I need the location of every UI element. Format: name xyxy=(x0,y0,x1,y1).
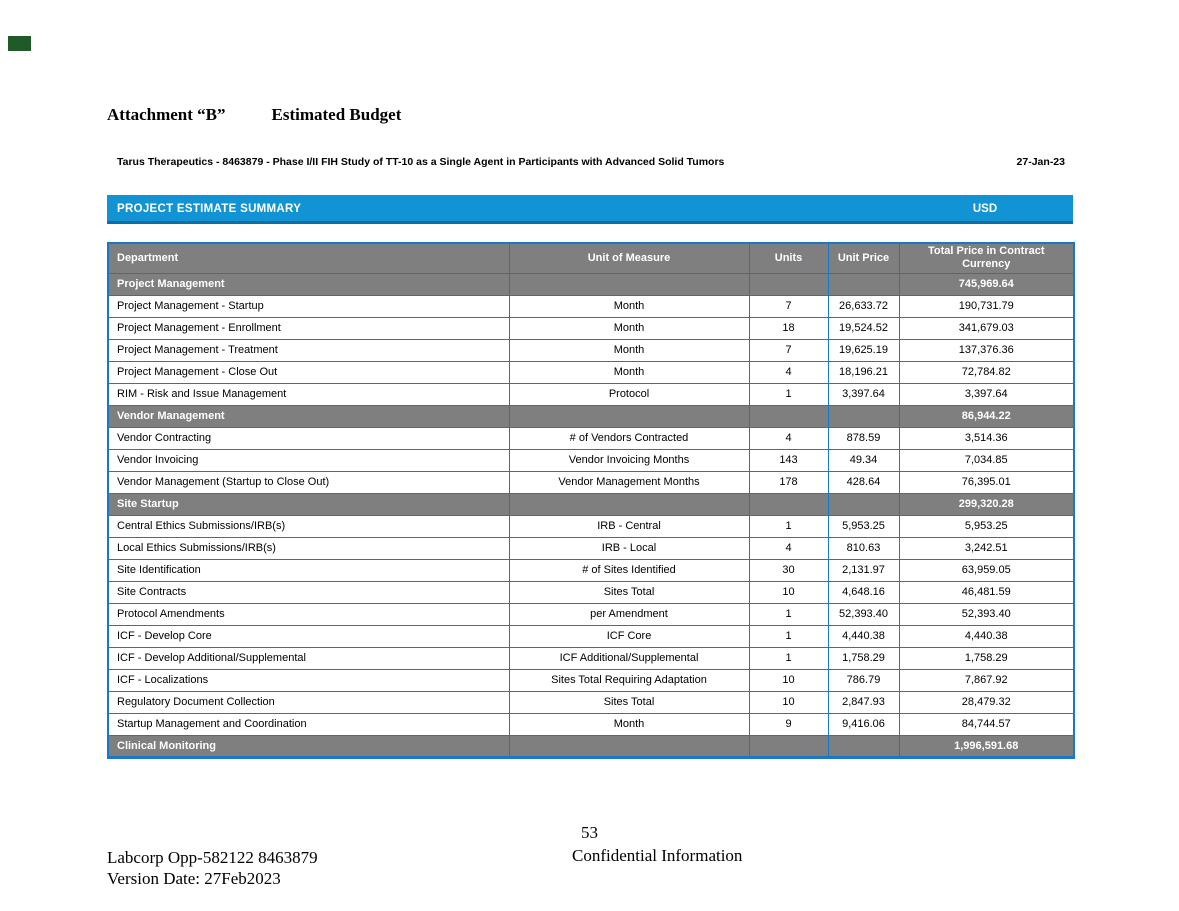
cell-total: 3,514.36 xyxy=(899,427,1074,449)
cell-total: 5,953.25 xyxy=(899,515,1074,537)
table-row xyxy=(108,449,1074,471)
footer-version-date: Version Date: 27Feb2023 xyxy=(107,869,281,888)
col-header-unit-of-measure: Unit of Measure xyxy=(509,243,749,273)
section-row xyxy=(108,405,1074,427)
cell-department: Vendor Management (Startup to Close Out) xyxy=(108,471,509,493)
cell-department: ICF - Develop Additional/Supplemental xyxy=(108,647,509,669)
cell-units: 30 xyxy=(749,559,828,581)
cell-total: 7,034.85 xyxy=(899,449,1074,471)
attachment-label: Attachment “B” xyxy=(107,105,226,124)
section-name: Project Management xyxy=(108,273,509,295)
cell-units: 7 xyxy=(749,295,828,317)
header-row xyxy=(108,243,1074,273)
col-header-department: Department xyxy=(108,243,509,273)
cell-units: 4 xyxy=(749,361,828,383)
cell-units: 1 xyxy=(749,647,828,669)
cell-units: 4 xyxy=(749,537,828,559)
col-header-units: Units xyxy=(749,243,828,273)
col-header-total-price: Total Price in Contract Currency xyxy=(899,243,1074,273)
confidentiality-notice: Confidential Information xyxy=(572,846,743,865)
table-row xyxy=(108,559,1074,581)
cell-unit-of-measure: IRB - Central xyxy=(509,515,749,537)
cell-units: 9 xyxy=(749,713,828,735)
table-row xyxy=(108,581,1074,603)
study-header xyxy=(117,156,1065,168)
document-footer xyxy=(107,847,318,889)
page-title xyxy=(107,105,401,125)
cell-unit-price: 4,440.38 xyxy=(828,625,899,647)
cell-total: 72,784.82 xyxy=(899,361,1074,383)
cell-unit-of-measure: Month xyxy=(509,317,749,339)
budget-table-body xyxy=(108,273,1074,757)
cell-unit-of-measure: Sites Total Requiring Adaptation xyxy=(509,669,749,691)
table-row xyxy=(108,515,1074,537)
currency-label: USD xyxy=(972,203,998,215)
table-row xyxy=(108,713,1074,735)
banner-title: PROJECT ESTIMATE SUMMARY xyxy=(117,203,302,215)
cell-total: 3,397.64 xyxy=(899,383,1074,405)
cell-unit-of-measure: Month xyxy=(509,361,749,383)
section-empty-cell xyxy=(509,273,749,295)
cell-unit-price: 19,524.52 xyxy=(828,317,899,339)
cell-total: 46,481.59 xyxy=(899,581,1074,603)
table-row xyxy=(108,691,1074,713)
table-row xyxy=(108,295,1074,317)
cell-department: Vendor Invoicing xyxy=(108,449,509,471)
cell-unit-price: 52,393.40 xyxy=(828,603,899,625)
cell-unit-of-measure: IRB - Local xyxy=(509,537,749,559)
cell-unit-price: 786.79 xyxy=(828,669,899,691)
section-total: 1,996,591.68 xyxy=(899,735,1074,757)
cell-unit-of-measure: ICF Core xyxy=(509,625,749,647)
cell-unit-of-measure: Sites Total xyxy=(509,691,749,713)
cell-unit-price: 3,397.64 xyxy=(828,383,899,405)
cell-total: 28,479.32 xyxy=(899,691,1074,713)
cell-total: 76,395.01 xyxy=(899,471,1074,493)
col-header-unit-price: Unit Price xyxy=(828,243,899,273)
cell-total: 1,758.29 xyxy=(899,647,1074,669)
cell-unit-price: 878.59 xyxy=(828,427,899,449)
cell-department: Startup Management and Coordination xyxy=(108,713,509,735)
section-empty-cell xyxy=(828,493,899,515)
table-row xyxy=(108,625,1074,647)
section-empty-cell xyxy=(828,735,899,757)
cell-department: Protocol Amendments xyxy=(108,603,509,625)
cell-unit-price: 19,625.19 xyxy=(828,339,899,361)
cell-unit-of-measure: Vendor Management Months xyxy=(509,471,749,493)
cell-unit-of-measure: Month xyxy=(509,339,749,361)
table-row xyxy=(108,669,1074,691)
cell-unit-of-measure: Sites Total xyxy=(509,581,749,603)
cell-unit-price: 9,416.06 xyxy=(828,713,899,735)
corner-marker xyxy=(8,36,31,51)
cell-total: 52,393.40 xyxy=(899,603,1074,625)
cell-unit-of-measure: per Amendment xyxy=(509,603,749,625)
cell-units: 10 xyxy=(749,669,828,691)
cell-department: ICF - Localizations xyxy=(108,669,509,691)
cell-total: 137,376.36 xyxy=(899,339,1074,361)
project-estimate-summary-banner xyxy=(107,195,1073,224)
cell-department: Project Management - Enrollment xyxy=(108,317,509,339)
table-row xyxy=(108,603,1074,625)
cell-department: Project Management - Close Out xyxy=(108,361,509,383)
cell-units: 18 xyxy=(749,317,828,339)
cell-total: 190,731.79 xyxy=(899,295,1074,317)
section-row xyxy=(108,273,1074,295)
section-empty-cell xyxy=(828,405,899,427)
cell-unit-of-measure: Protocol xyxy=(509,383,749,405)
section-row xyxy=(108,493,1074,515)
cell-units: 4 xyxy=(749,427,828,449)
cell-units: 178 xyxy=(749,471,828,493)
section-empty-cell xyxy=(749,735,828,757)
cell-department: Central Ethics Submissions/IRB(s) xyxy=(108,515,509,537)
cell-units: 143 xyxy=(749,449,828,471)
study-date: 27-Jan-23 xyxy=(1016,156,1065,168)
section-row xyxy=(108,735,1074,757)
table-row xyxy=(108,383,1074,405)
table-row xyxy=(108,537,1074,559)
section-name: Vendor Management xyxy=(108,405,509,427)
cell-department: Local Ethics Submissions/IRB(s) xyxy=(108,537,509,559)
section-total: 745,969.64 xyxy=(899,273,1074,295)
cell-units: 1 xyxy=(749,625,828,647)
cell-department: Site Contracts xyxy=(108,581,509,603)
cell-department: Project Management - Treatment xyxy=(108,339,509,361)
table-row xyxy=(108,427,1074,449)
cell-units: 10 xyxy=(749,691,828,713)
section-empty-cell xyxy=(828,273,899,295)
budget-table-header xyxy=(108,243,1074,273)
cell-department: ICF - Develop Core xyxy=(108,625,509,647)
section-empty-cell xyxy=(749,493,828,515)
section-empty-cell xyxy=(509,405,749,427)
cell-department: Project Management - Startup xyxy=(108,295,509,317)
section-empty-cell xyxy=(509,735,749,757)
section-total: 86,944.22 xyxy=(899,405,1074,427)
table-row xyxy=(108,339,1074,361)
cell-unit-price: 2,847.93 xyxy=(828,691,899,713)
cell-total: 7,867.92 xyxy=(899,669,1074,691)
cell-total: 3,242.51 xyxy=(899,537,1074,559)
section-name: Site Startup xyxy=(108,493,509,515)
cell-units: 1 xyxy=(749,515,828,537)
cell-unit-of-measure: # of Sites Identified xyxy=(509,559,749,581)
section-name: Clinical Monitoring xyxy=(108,735,509,757)
table-row xyxy=(108,361,1074,383)
cell-unit-price: 49.34 xyxy=(828,449,899,471)
cell-units: 1 xyxy=(749,383,828,405)
cell-unit-price: 26,633.72 xyxy=(828,295,899,317)
study-description: Tarus Therapeutics - 8463879 - Phase I/II FIH Study of TT-10 as a Single Agent in Participants with Advanced Solid Tumors xyxy=(117,156,725,168)
table-row xyxy=(108,471,1074,493)
cell-unit-price: 18,196.21 xyxy=(828,361,899,383)
cell-total: 341,679.03 xyxy=(899,317,1074,339)
section-total: 299,320.28 xyxy=(899,493,1074,515)
cell-department: Vendor Contracting xyxy=(108,427,509,449)
cell-unit-price: 4,648.16 xyxy=(828,581,899,603)
cell-unit-price: 5,953.25 xyxy=(828,515,899,537)
budget-title: Estimated Budget xyxy=(271,105,402,124)
cell-department: Site Identification xyxy=(108,559,509,581)
cell-unit-of-measure: Month xyxy=(509,713,749,735)
cell-total: 4,440.38 xyxy=(899,625,1074,647)
cell-unit-of-measure: ICF Additional/Supplemental xyxy=(509,647,749,669)
cell-unit-price: 428.64 xyxy=(828,471,899,493)
table-row xyxy=(108,317,1074,339)
cell-unit-of-measure: # of Vendors Contracted xyxy=(509,427,749,449)
cell-department: RIM - Risk and Issue Management xyxy=(108,383,509,405)
cell-unit-of-measure: Month xyxy=(509,295,749,317)
cell-unit-price: 2,131.97 xyxy=(828,559,899,581)
budget-table xyxy=(107,242,1075,759)
cell-unit-price: 810.63 xyxy=(828,537,899,559)
footer-opportunity-id: Labcorp Opp-582122 8463879 xyxy=(107,848,318,867)
cell-total: 84,744.57 xyxy=(899,713,1074,735)
section-empty-cell xyxy=(749,273,828,295)
cell-units: 7 xyxy=(749,339,828,361)
cell-unit-of-measure: Vendor Invoicing Months xyxy=(509,449,749,471)
cell-unit-price: 1,758.29 xyxy=(828,647,899,669)
cell-department: Regulatory Document Collection xyxy=(108,691,509,713)
cell-total: 63,959.05 xyxy=(899,559,1074,581)
section-empty-cell xyxy=(509,493,749,515)
cell-units: 10 xyxy=(749,581,828,603)
cell-units: 1 xyxy=(749,603,828,625)
page-number: 53 xyxy=(581,823,598,842)
section-empty-cell xyxy=(749,405,828,427)
table-row xyxy=(108,647,1074,669)
